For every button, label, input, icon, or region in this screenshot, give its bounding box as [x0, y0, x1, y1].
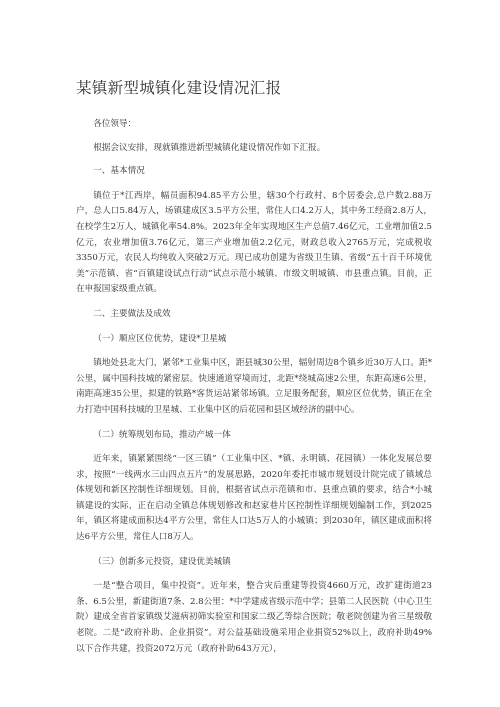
basic-info-paragraph: 镇位于*江西岸，幅员面积94.85平方公里，辖30个行政村、8个居委会,总户数2.88万户，总人口5.84万人，场镇建成区3.5平方公里，常住人口4.2万人，其中务工经商2.8万人，在校学生2万人，城镇化率54.8%。2023年全年实现地区生产总值7.46亿元，工业增加值2.5亿元，农业增加值3.76亿元，第三产业增加值2.2亿元，财政总收入2765万元，完成税收3350万元，农民人均纯收入突破2万元。现已成功创建为省级卫生镇、省级“五十百千环境优美”示范镇、省“百镇建设试点行动”试点示范小城镇、市级文明城镇、市县重点镇。目前，正在申报国家级重点镇。 [76, 190, 432, 295]
location-advantage-paragraph: 镇地处县北大门，紧邻*工业集中区，距县城30公里，辐射周边8个镇乡近30万人口。距*公里，属中国科技城的紧密层。快速通道穿境而过，北距*绕城高速2公里，东距高速6公里，南距高速35公里，拟建的铁路*客货运站紧邻场镇。立足服务配套，顺应区位优势，镇正在全力打造中国科技城的卫星城、工业集中区的后花园和县区域经济的副中心。 [76, 358, 432, 415]
investment-paragraph: 一是“整合项目，集中投资”。近年来，整合灾后重建等投资4660万元，改扩建街道23条、6.5公里，新建街道7条、2.8公里：*中学建成省级示范中学；县第二人民医院（中心卫生院）建成全省首家镇级艾滋病初筛实验室和国家二级乙等综合医院；敬老院创建为省三星级敬老院。二是“政府补助、企业捐资”。对公益基础设施采用企业捐资52%以上，政府补助49%以下合作共建，投资2072万元（政府补助643万元）， [76, 581, 432, 654]
subheading-planning-layout: （二）统筹规划布局，推动产城一体 [93, 429, 231, 440]
subheading-location-advantage: （一）顺应区位优势，建设*卫星城 [93, 333, 227, 344]
intro-paragraph: 根据会议安排，现就镇推进新型城镇化建设情况作如下汇报。 [93, 142, 326, 153]
section-heading-basic-info: 一、基本情况 [93, 166, 145, 177]
document-body [76, 117, 432, 666]
document-title: 某镇新型城镇化建设情况汇报 [76, 79, 282, 97]
greeting: 各位领导： [93, 119, 137, 129]
planning-layout-paragraph: 近年来，镇紧紧围绕“一区三镇”（工业集中区、*镇、永明镇、花园镇）一体化发展总要求，按照“一线两水三山四点五片”的发展思路，2020年委托市城市规划设计院完成了镇域总体规划和新区控制性详细规划。目前，根据省试点示范镇和市、县重点镇的要求，结合*小城镇建设的实际，正在启动全镇总体规划修改和赵家巷片区控制性详细规划编制工作，到2025年，镇区将建成面积达4平方公里，常住人口达5万人的小城镇；到2030年，镇区建成面积将达6平方公里，常住人口8万人。 [76, 454, 432, 543]
subheading-investment: （三）创新多元投资，建设优美城镇 [93, 556, 231, 567]
section-heading-measures: 二、主要做法及成效 [93, 308, 171, 319]
